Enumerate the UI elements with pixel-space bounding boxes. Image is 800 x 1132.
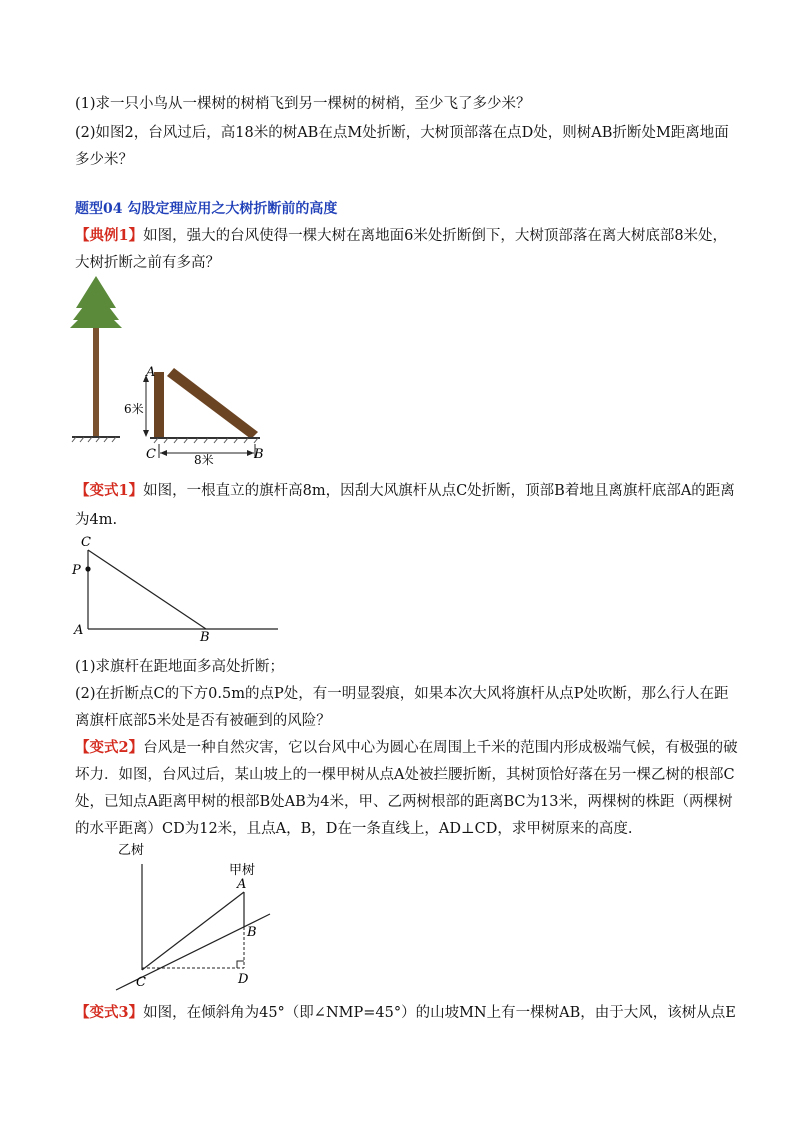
prev-question-1: (1)求一只小鸟从一棵树的树梢飞到另一棵树的树梢，至少飞了多少米？ [75, 96, 531, 112]
variant3-text1: 如图，在倾斜角为45°（即∠NMP=45°）的山坡MN上有一棵树AB，由于大风，该树从点E [143, 1005, 736, 1021]
broken-trunk-fallen [167, 368, 258, 439]
fig1-label-height: 6米 [124, 402, 144, 416]
variant1-line1 [75, 481, 735, 501]
variant1-figure [70, 533, 290, 643]
variant2-line2: 坏力．如图，台风过后，某山坡上的一棵甲树从点A处被拦腰折断，其树顶恰好落在另一棵乙树的根部C [75, 767, 735, 783]
section-heading: 题型04 勾股定理应用之大树折断前的高度 [75, 201, 338, 217]
example1-tag: 【典例1】 [75, 227, 144, 244]
variant2-figure [112, 840, 282, 1000]
fig3-fallen-top [142, 892, 244, 970]
variant1-question-2-line2: 离旗杆底部5米处是否有被砸到的风险？ [75, 713, 331, 729]
variant2-text1: 台风是一种自然灾害，它以台风中心为圆心在周围上千米的范围内形成极端气候，有极强的破 [143, 740, 738, 756]
variant2-line3: 处，已知点A距离甲树的根部B处AB为4米，甲、乙两树根部的距离BC为13米，两棵树的株距（两棵树 [75, 794, 733, 810]
fig2-label-A: A [74, 623, 84, 638]
variant2-line1 [75, 738, 738, 758]
prev-question-2-line1: (2)如图2，台风过后，高18米的树AB在点M处折断，大树顶部落在点D处，则树AB折断处M距离地面 [75, 125, 729, 141]
tree-trunk [93, 328, 99, 436]
example1-line2: 大树折断之前有多高？ [75, 255, 220, 271]
fig3-label-B: B [247, 925, 257, 940]
broken-trunk-standing [154, 372, 164, 437]
fig3-label-A: A [237, 877, 247, 892]
fig2-label-P: P [72, 563, 81, 578]
base-arrow-right [247, 450, 254, 456]
fig3-right-angle [237, 961, 244, 968]
variant1-question-2-line1: (2)在折断点C的下方0.5m的点P处，有一明显裂痕，如果本次大风将旗杆从点P处吹断，那么行人在距 [75, 686, 729, 702]
fig1-label-B: B [254, 447, 264, 462]
fig3-label-D: D [238, 972, 249, 987]
example1-line1 [75, 226, 727, 246]
variant1-tag: 【变式1】 [75, 482, 144, 499]
example1-figure [68, 272, 268, 467]
example1-text1: 如图，强大的台风使得一棵大树在离地面6米处折断倒下，大树顶部落在离大树底部8米处， [143, 228, 728, 244]
variant1-question-1: (1)求旗杆在距地面多高处折断； [75, 659, 285, 675]
variant3-tag: 【变式3】 [75, 1004, 144, 1021]
fig2-hypotenuse [88, 550, 206, 629]
fig1-label-A: A [146, 365, 156, 380]
fig1-label-C: C [146, 447, 156, 462]
fig2-label-C: C [81, 535, 91, 550]
fig2-point-P [85, 566, 90, 571]
variant1-text1: 如图，一根直立的旗杆高8m，因刮大风旗杆从点C处折断，顶部B着地且离旗杆底部A的距离 [143, 483, 735, 499]
fig3-label-tree-yi: 乙树 [118, 843, 145, 858]
base-arrow-left [160, 450, 167, 456]
variant1-line2: 为4m. [75, 512, 118, 528]
fig3-label-C: C [136, 975, 146, 990]
height-arrow-bottom [143, 430, 149, 437]
variant3-line1 [75, 1003, 736, 1023]
fig3-label-tree-jia: 甲树 [229, 863, 256, 878]
fig1-label-base: 8米 [194, 453, 214, 467]
prev-question-2-line2: 多少米？ [75, 152, 133, 168]
variant2-line4: 的水平距离）CD为12米，且点A，B，D在一条直线上，AD⊥CD，求甲树原来的高度. [75, 821, 633, 837]
variant2-tag: 【变式2】 [75, 739, 144, 756]
fig2-label-B: B [200, 630, 210, 645]
